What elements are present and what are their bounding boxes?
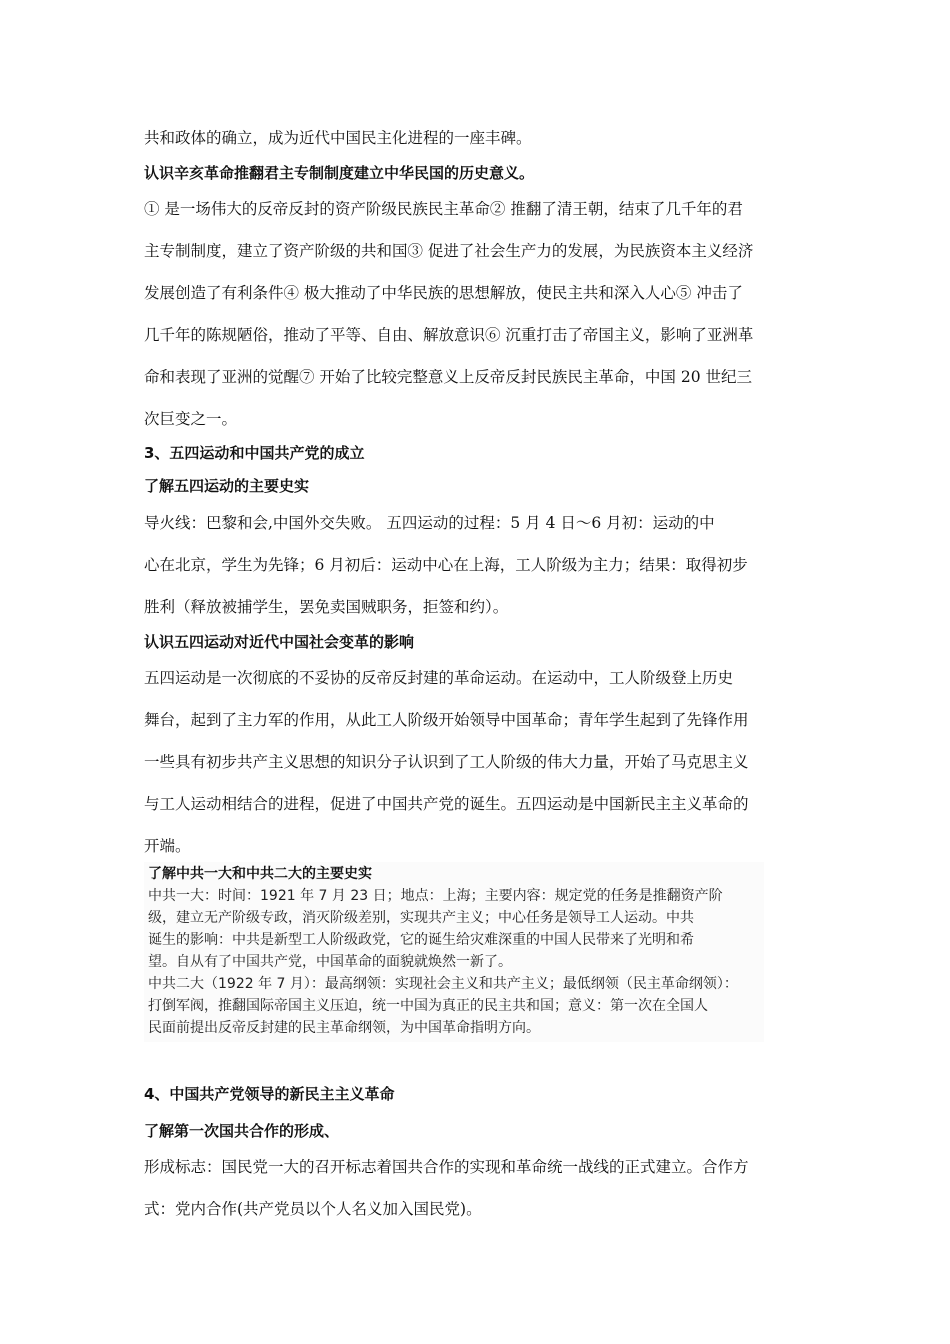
- section-heading: 认识辛亥革命推翻君主专制制度建立中华民国的历史意义。: [144, 164, 535, 182]
- image-text-line: 中共二大（1922 年 7 月）：最高纲领：实现社会主义和共产主义；最低纲领（民主革命纲领）：: [148, 976, 738, 992]
- embedded-text-image: [144, 862, 764, 1042]
- paragraph-line: 发展创造了有利条件④ 极大推动了中华民族的思想解放，使民主共和深入人心⑤ 冲击了: [144, 284, 743, 302]
- image-text-line: 中共一大：时间：1921 年 7 月 23 日；地点：上海；主要内容：规定党的任务是推翻资产阶: [148, 888, 723, 904]
- paragraph-line: 形成标志：国民党一大的召开标志着国共合作的实现和革命统一战线的正式建立。合作方: [144, 1158, 749, 1176]
- paragraph-line: 开端。: [144, 837, 191, 855]
- image-text-line: 民面前提出反帝反封建的民主革命纲领，为中国革命指明方向。: [148, 1020, 540, 1036]
- paragraph-line: 胜利（释放被捕学生，罢免卖国贼职务，拒签和约）。: [144, 598, 509, 616]
- section-heading: 3、五四运动和中国共产党的成立: [144, 444, 365, 462]
- paragraph-line: 与工人运动相结合的进程，促进了中国共产党的诞生。五四运动是中国新民主主义革命的: [144, 795, 749, 813]
- paragraph-line: 一些具有初步共产主义思想的知识分子认识到了工人阶级的伟大力量，开始了马克思主义: [144, 753, 749, 771]
- paragraph-line: 命和表现了亚洲的觉醒⑦ 开始了比较完整意义上反帝反封民族民主革命，中国 20 世纪三: [144, 368, 753, 386]
- image-title: 了解中共一大和中共二大的主要史实: [148, 866, 372, 882]
- paragraph-line: 次巨变之一。: [144, 410, 238, 428]
- paragraph-line: 式：党内合作(共产党员以个人名义加入国民党)。: [144, 1200, 482, 1218]
- paragraph-line: 几千年的陈规陋俗，推动了平等、自由、解放意识⑥ 沉重打击了帝国主义，影响了亚洲革: [144, 326, 754, 344]
- image-text-line: 望。自从有了中国共产党，中国革命的面貌就焕然一新了。: [148, 954, 512, 970]
- paragraph-line: 五四运动是一次彻底的不妥协的反帝反封建的革命运动。在运动中，工人阶级登上历史: [144, 669, 734, 687]
- paragraph-line: 舞台，起到了主力军的作用，从此工人阶级开始领导中国革命；青年学生起到了先锋作用: [144, 711, 749, 729]
- subsection-heading: 了解第一次国共合作的形成、: [144, 1122, 340, 1140]
- image-text-line: 打倒军阀，推翻国际帝国主义压迫，统一中国为真正的民主共和国；意义：第一次在全国人: [148, 998, 708, 1014]
- paragraph-line: 导火线：巴黎和会,中国外交失败。 五四运动的过程：5 月 4 日～6 月初：运动的中: [144, 514, 715, 532]
- subsection-heading: 了解五四运动的主要史实: [144, 477, 310, 495]
- image-text-line: 级，建立无产阶级专政，消灭阶级差别，实现共产主义；中心任务是领导工人运动。中共: [148, 910, 694, 926]
- section-heading: 4、中国共产党领导的新民主主义革命: [144, 1085, 395, 1103]
- paragraph-line: ① 是一场伟大的反帝反封的资产阶级民族民主革命② 推翻了清王朝，结束了几千年的君: [144, 200, 743, 218]
- paragraph-line: 主专制制度，建立了资产阶级的共和国③ 促进了社会生产力的发展，为民族资本主义经济: [144, 242, 754, 260]
- subsection-heading: 认识五四运动对近代中国社会变革的影响: [144, 633, 415, 651]
- paragraph-line: 共和政体的确立，成为近代中国民主化进程的一座丰碑。: [144, 129, 532, 147]
- paragraph-line: 心在北京，学生为先锋；6 月初后：运动中心在上海，工人阶级为主力；结果：取得初步: [144, 556, 748, 574]
- image-text-line: 诞生的影响：中共是新型工人阶级政党，它的诞生给灾难深重的中国人民带来了光明和希: [148, 932, 694, 948]
